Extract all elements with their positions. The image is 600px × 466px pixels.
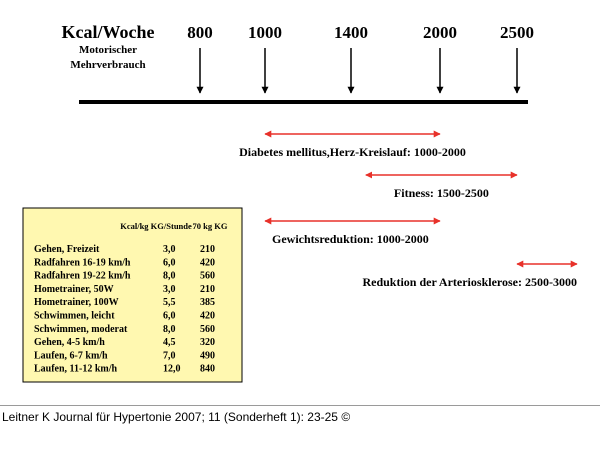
range-label-reduktion-der-arteriosklerose: Reduktion der Arteriosklerose: 2500-3000 [362, 275, 577, 289]
table-cell-kcal-per-kg: 8,0 [163, 323, 176, 335]
table-cell-activity: Radfahren 19-22 km/h [34, 270, 131, 282]
table-cell-kcal-per-kg: 4,5 [163, 337, 176, 349]
table-cell-kcal-per-kg: 7,0 [163, 350, 176, 362]
table-cell-kcal-70kg: 210 [200, 283, 215, 295]
table-cell-activity: Gehen, Freizeit [34, 244, 100, 255]
table-cell-activity: Schwimmen, leicht [34, 310, 115, 322]
table-cell-kcal-70kg: 420 [200, 257, 215, 269]
table-cell-kcal-per-kg: 6,0 [163, 310, 176, 322]
tick-label-2500: 2500 [500, 23, 534, 42]
table-cell-activity: Radfahren 16-19 km/h [34, 257, 131, 269]
table-cell-kcal-per-kg: 5,5 [163, 297, 176, 309]
table-cell-kcal-per-kg: 12,0 [163, 363, 181, 375]
tick-label-800: 800 [187, 23, 213, 42]
table-header-70kg: 70 kg KG [192, 221, 228, 231]
table-cell-kcal-per-kg: 6,0 [163, 257, 176, 269]
table-cell-activity: Hometrainer, 50W [34, 283, 114, 295]
range-arrows [239, 134, 577, 289]
table-cell-kcal-70kg: 320 [200, 337, 215, 349]
table-cell-kcal-70kg: 210 [200, 244, 215, 255]
table-cell-kcal-70kg: 490 [200, 350, 215, 362]
table-cell-kcal-per-kg: 3,0 [163, 244, 176, 255]
header-subtitle-line2: Mehrverbrauch [70, 59, 146, 71]
header-title: Kcal/Woche [61, 22, 155, 42]
table-header-kcal-per-kg: Kcal/kg KG/Stunde [120, 221, 192, 231]
range-label-gewichtsreduktion: Gewichtsreduktion: 1000-2000 [272, 232, 429, 246]
tick-label-2000: 2000 [423, 23, 457, 42]
table-cell-kcal-70kg: 560 [200, 270, 215, 282]
table-cell-kcal-70kg: 385 [200, 297, 215, 309]
scale-ticks [187, 23, 534, 93]
range-label-diabetes-mellitus-herz-kreislauf: Diabetes mellitus,Herz-Kreislauf: 1000-2000 [239, 145, 466, 159]
table-cell-kcal-per-kg: 8,0 [163, 270, 176, 282]
table-cell-activity: Laufen, 11-12 km/h [34, 363, 118, 375]
tick-label-1400: 1400 [334, 23, 368, 42]
header-subtitle-line1: Motorischer [78, 44, 138, 56]
table-cell-activity: Laufen, 6-7 km/h [34, 350, 108, 362]
table-cell-activity: Gehen, 4-5 km/h [34, 337, 105, 349]
table-cell-activity: Schwimmen, moderat [34, 323, 128, 335]
table-cell-kcal-70kg: 840 [200, 363, 215, 375]
table-cell-activity: Hometrainer, 100W [34, 297, 119, 309]
source-caption: Leitner K Journal für Hypertonie 2007; 11 (Sonderheft 1): 23-25 © [2, 410, 351, 424]
tick-label-1000: 1000 [248, 23, 282, 42]
range-label-fitness: Fitness: 1500-2500 [393, 186, 489, 200]
table-cell-kcal-70kg: 560 [200, 323, 215, 335]
table-cell-kcal-per-kg: 3,0 [163, 283, 176, 295]
table-cell-kcal-70kg: 420 [200, 310, 215, 322]
